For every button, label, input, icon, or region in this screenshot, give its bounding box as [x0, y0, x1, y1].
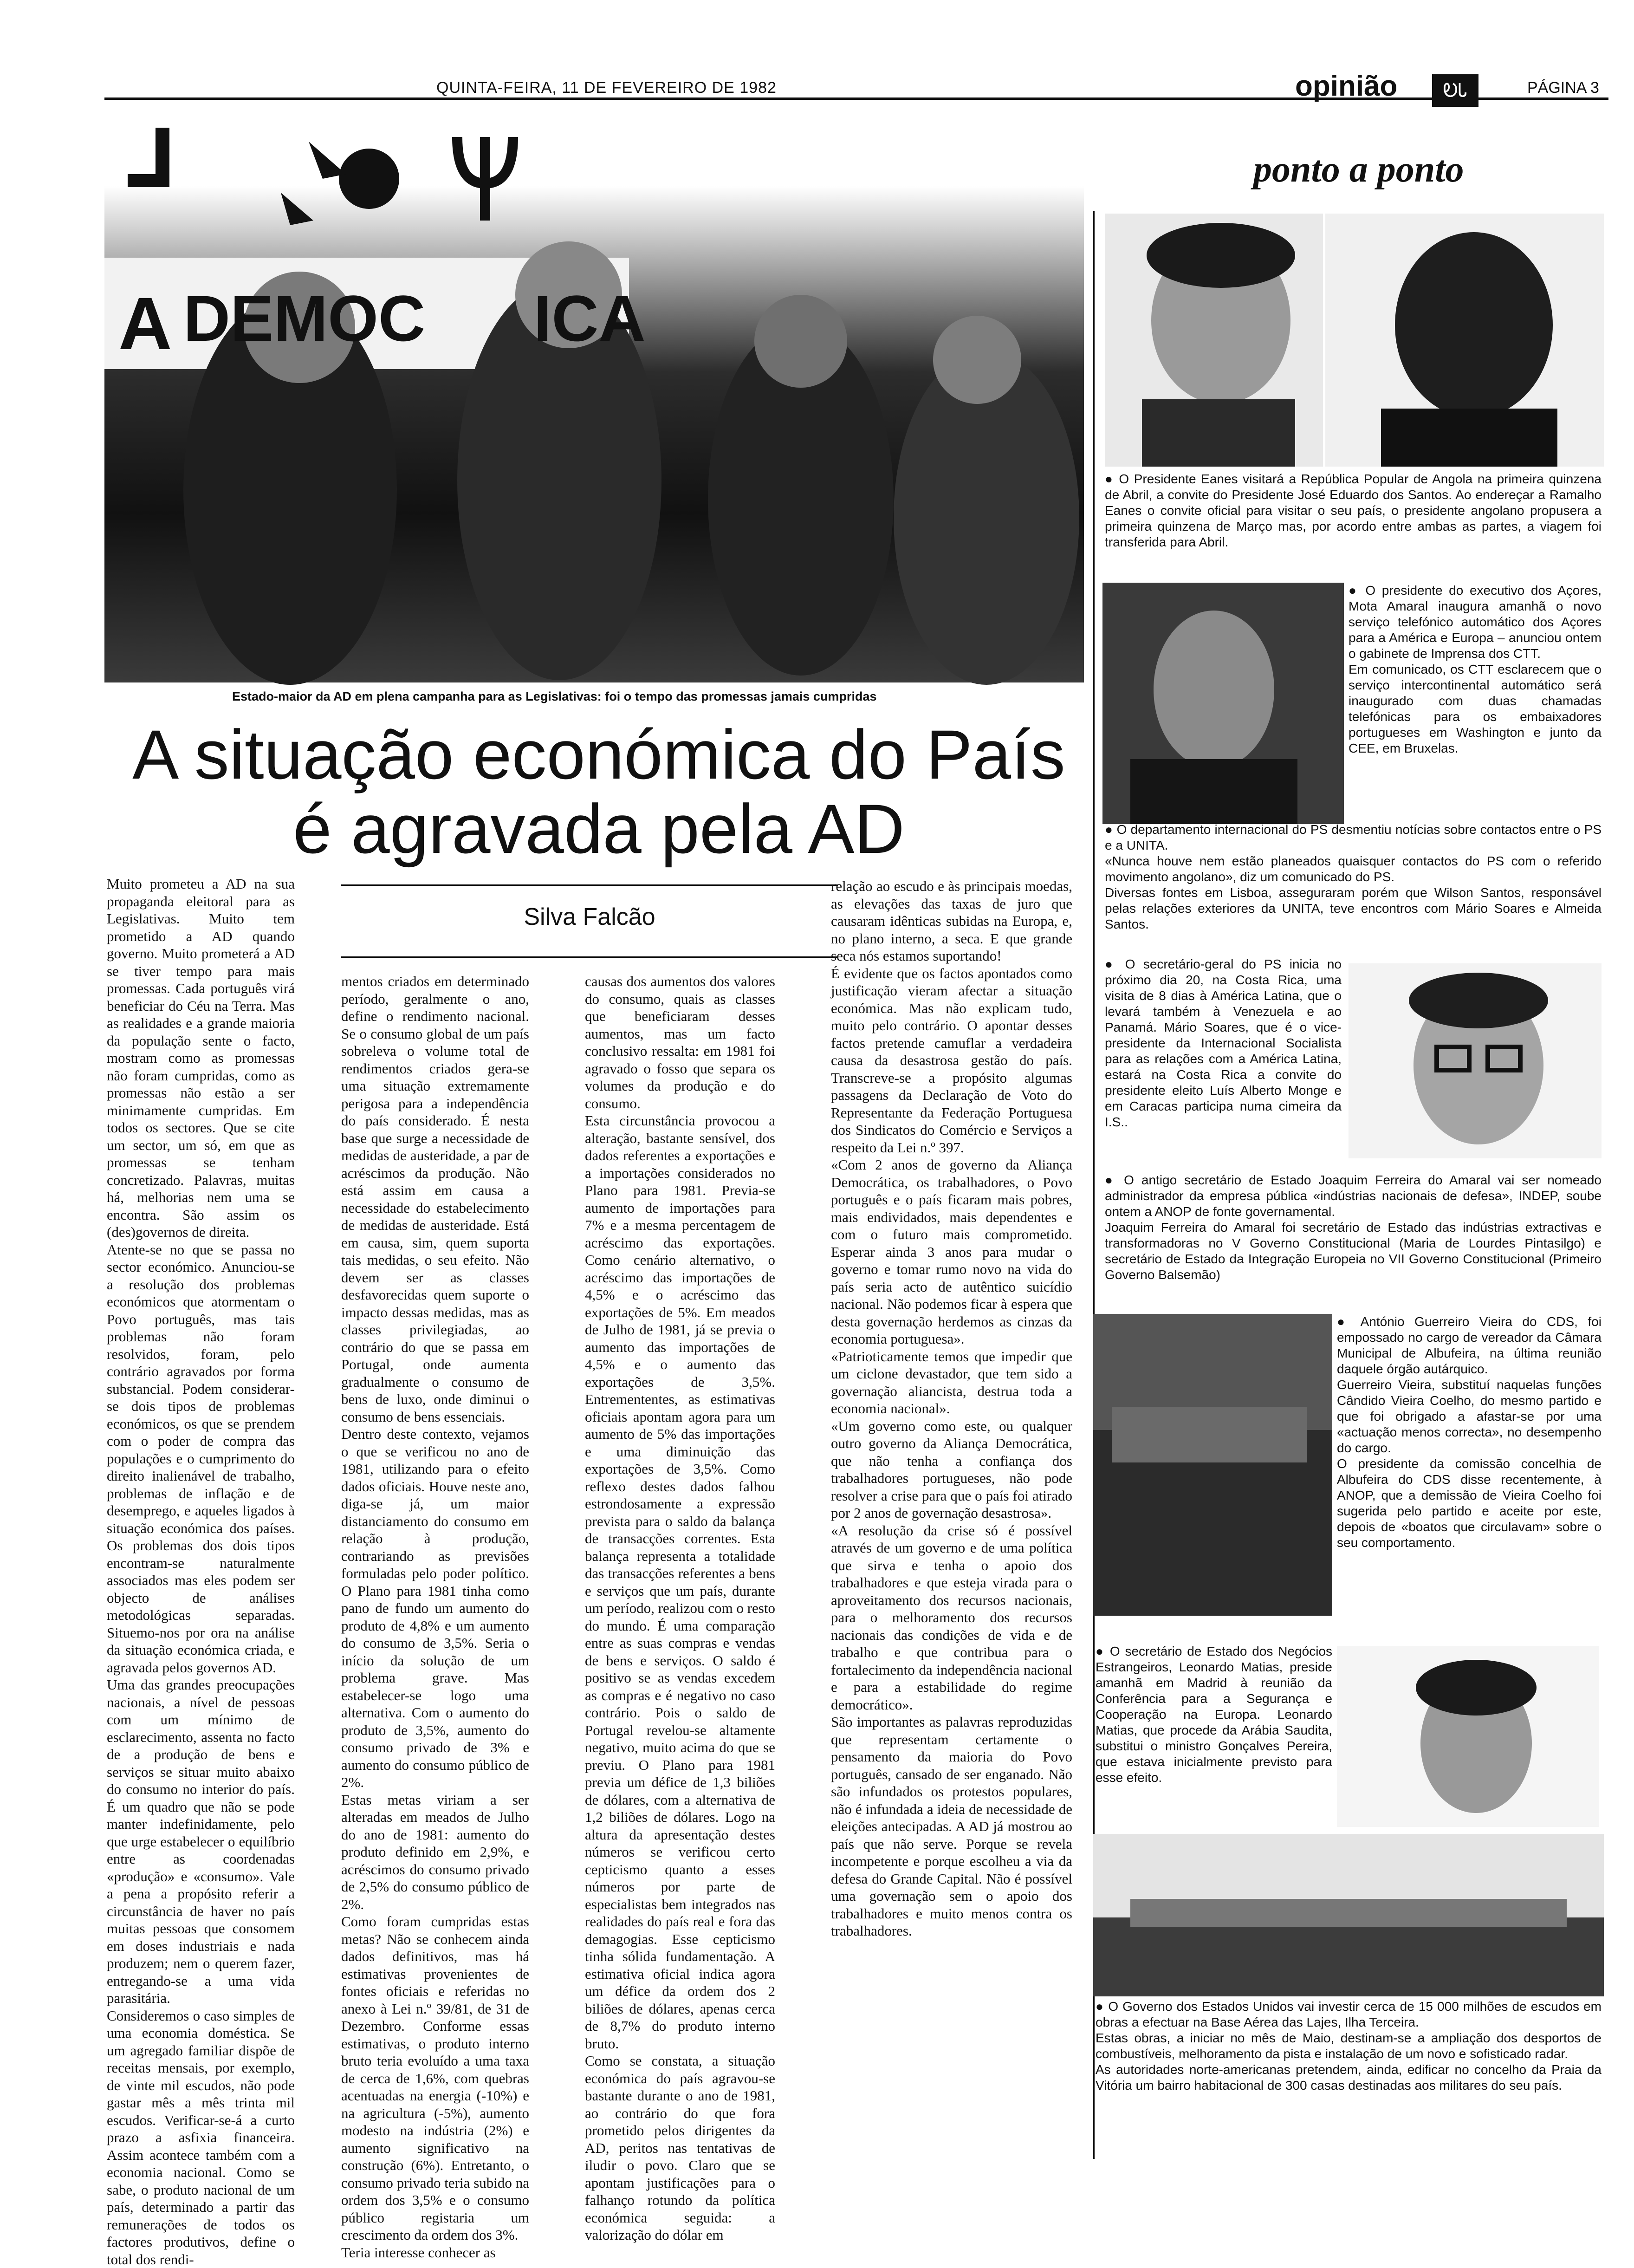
portrait-leonardo-matias — [1337, 1646, 1599, 1827]
head-3 — [754, 295, 847, 388]
photo-albufeira-graphic — [1093, 1314, 1332, 1616]
portrait-dos-santos — [1325, 214, 1604, 467]
photo-lajes-ground — [1093, 1917, 1604, 1996]
brief-ps-unita: ● O departamento internacional do PS desmentiu notícias sobre contactos entre o PS e a UNITA. «Nunca houve nem estão planeados quaisquer contactos do PS com o referido movimento angolano», diz um comunicado do PS. Diversas fontes em Lisboa, asseguraram porém que Wilson Santos, responsável pelas relações exteriores da UNITA, teve encontros com Mário Soares e Almeida Santos. — [1105, 822, 1602, 931]
page-number: PÁGINA 3 — [1527, 79, 1599, 97]
portrait-mario-soares-graphic — [1349, 963, 1602, 1158]
brief-soares-latin-america: ● O secretário-geral do PS inicia no próximo dia 20, na Costa Rica, uma visita de 8 dias à América Latina, que o levará também à Venezuela e ao Panamá. Mário Soares, que é o vice-presidente da Internacional Socialista para as relações com a América Latina, estará na Costa Rica a convite do presidente eleito Luís Alberto Monge e em Caracas participa numa cimeira da I.S.. — [1105, 957, 1342, 1129]
head-4 — [933, 316, 1021, 404]
photo-albufeira — [1093, 1314, 1332, 1616]
logo-ball — [339, 149, 399, 209]
portrait-mario-soares-hair — [1409, 973, 1548, 1028]
photo-albufeira-buildings — [1112, 1407, 1307, 1462]
bullet-icon: ● — [1105, 1173, 1124, 1187]
issue-date: QUINTA-FEIRA, 11 DE FEVEREIRO DE 1982 — [436, 79, 777, 97]
portrait-mota-amaral-suit — [1130, 759, 1297, 824]
brief-eanes-visit: ● O Presidente Eanes visitará a República Popular de Angola na primeira quinzena de Abril, a convite do Presidente José Eduardo dos Santos. Ao endereçar a Ramalho Eanes o convite oficial para visitar o seu país, o presidente angolano propusera a primeira quinzena de Março mas, por acordo entre ambas as partes, a viagem foi transferida para Abril. — [1105, 472, 1602, 549]
headline-line-1: A situação económica do País — [132, 715, 1065, 793]
article-column-1: Muito prometeu a AD na sua propaganda eleitoral para as Legislativas. Muito tem prometido a AD quando governo. Muito prometerá a AD se tiver tempo para mais promessas. Cada português virá beneficiar do Céu na Terra. Mas as realidades e a grande maioria da população sente o facto, mostram como as promessas não foram cumpridas, como as promessas não estão a ser minimamente cumpridas. Em todos os sectores. Que se cite um sector, um só, em que as promessas se tenham concretizado. Palavras, muitas há, melhorias nem uma se encontra. São assim os (des)governos de direita. Atente-se no que se passa no sector económico. Anunciou-se a resolução dos problemas económicos que atormentam o Povo português, mas tais problemas não foram resolvidos, foram, pelo contrário agravados por forma substancial. Podem considerar-se dois tipos de problemas económicos, os que se prendem com o poder de compra das populações e o cumprimento do direito inalienável de trabalho, problemas de inflação e de desemprego, e aqueles ligados à situação económica dos países. Os problemas dos dois tipos encontram-se naturalmente associados mas eles podem ser objecto de análises metodológicas separadas. Situemo-nos por ora na análise da situação económica criada, e agravada pelos governos AD. Uma das grandes preocupações nacionais, a nível de pessoas com um mínimo de esclarecimento, assenta no facto de a produção de bens e serviços se situar muito abaixo do consumo no interior do país. É um quadro que não se pode manter indefinidamente, pelo que urge estabelecer o equilíbrio entre as coordenadas «produção» e «consumo». Vale a pena a propósito referir a circunstância de haver no país muitas pessoas que consomem em doses industriais e nada produzem; nem o querem fazer, entregando-se a uma vida parasitária. Consideremos o caso simples de uma economia doméstica. Se um agregado familiar dispõe de receitas mensais, por exemplo, de vinte mil escudos, não pode gastar mês a mês trinta mil escudos. Verificar-se-á a curto prazo a asfixia financeira. Assim acontece também com a economia nacional. Como se sabe, o produto nacional de um país, determinado a partir das remunerações de todos os factores produtivos, define o total dos rendi- — [107, 876, 295, 2268]
brief-lajes-base: ● O Governo dos Estados Unidos vai investir cerca de 15 000 milhões de escudos em obras a efectuar na Base Aérea das Lajes, Ilha Terceira. Estas obras, a iniciar no mês de Maio, destinam-se a ampliação dos desportos de combustíveis, melhoramento da pista e instalação de um novo e sofisticado radar. As autoridades norte-americanas pretendem, ainda, edificar no concelho da Praia da Vitória um bairro habitacional de 300 casas destinadas aos militares do seu país. — [1096, 1999, 1602, 2093]
portrait-leonardo-matias-hair — [1416, 1660, 1537, 1716]
byline-rule-bottom — [341, 956, 838, 958]
portrait-eanes-suit — [1142, 399, 1295, 467]
article-column-4: relação ao escudo e às principais moedas, as elevações das taxas de juro que causaram idênticas subidas na Europa, e, no plano interno, a seca. E que grande seca nós estamos suportando! É evidente que os factos apontados como justificação vieram afectar a situação económica. Mas não explicam tudo, muito pelo contrário. O apontar desses factos pretende camuflar a verdadeira causa da desastrosa gestão do país. Transcreve-se a propósito algumas passagens da Declaração de Voto do Representante da Federação Portuguesa dos Sindicatos do Comércio e Serviços a respeito da Lei n.º 397. «Com 2 anos de governo da Aliança Democrática, os trabalhadores, o Povo português e o país ficaram mais pobres, mais endividados, mais dependentes e com o futuro mais comprometido. Esperar ainda 3 anos para mudar o governo e tomar rumo novo na vida do país seria acto de autêntico suicídio nacional. Não podemos ficar à espera que desta governação herdemos as cinzas da economia portuguesa». «Patrioticamente temos que impedir que um ciclone devastador, que tem sido a governação aliancista, destrua toda a economia nacional». «Um governo como este, ou qualquer outro governo da Aliança Democrática, que não tenha a confiança dos trabalhadores portugueses, não pode resolver a crise para que o país foi atirado por 2 anos de governação desastrosa». «A resolução da crise só é possível através de um governo e de uma política que sirva e tenha o apoio dos trabalhadores e que esteja virada para o aproveitamento dos recursos nacionais, para o melhoramento dos recursos nacionais das condições de vida e de trabalho e que contribua para o fortalecimento da independência nacional e para a estabilidade do regime democrático». São importantes as palavras reproduzidas que representam certamente o pensamento da maioria do Povo português, cansado de ser enganado. Não são infundados os protestos populares, não é infundada a ideia de necessidade de eleições antecipadas. A AD já mostrou ao país que não serve. Porque se revela incompetente e porque escolheu a via da defesa do Grande Capital. Não é possível uma governação sem o apoio dos trabalhadores e muito menos contra os trabalhadores. — [831, 878, 1072, 1939]
photo-lajes-hangars — [1130, 1899, 1567, 1927]
portrait-mota-amaral — [1102, 583, 1344, 824]
photo-lajes-graphic — [1093, 1834, 1604, 1996]
portrait-mota-amaral-graphic — [1102, 583, 1344, 824]
portrait-dos-santos-suit — [1381, 409, 1557, 467]
logo-hook-base — [128, 174, 169, 187]
logo-arrow-2 — [281, 193, 313, 225]
main-photo-caption: Estado-maior da AD em plena campanha para as Legislativas: foi o tempo das promessas jamais cumpridas — [232, 689, 877, 703]
article-column-2: mentos criados em determinado período, geralmente o ano, define o rendimento nacional. Se o consumo global de um país sobreleva o volume total de rendimentos criados gera-se uma situação extremamente perigosa para a independência do país considerado. É nesta base que surge a necessidade de medidas de austeridade, a par de acréscimos da produção. Não está assim em causa a necessidade do estabelecimento de medidas de austeridade. Está em causa, sim, quem suporta tais medidas, o seu efeito. Não devem ser as classes desfavorecidas quem suporte o impacto dessas medidas, mas as classes privilegiadas, ao contrário do que se passa em Portugal, onde aumenta gradualmente o consumo de bens de luxo, onde diminui o consumo de bens essenciais. Dentro deste contexto, vejamos o que se verificou no ano de 1981, utilizando para o efeito dados oficiais. Houve neste ano, diga-se já, um maior distanciamento do consumo em relação à produção, contrariando as previsões formuladas pelo poder político. O Plano para 1981 tinha como pano de fundo um aumento do produto de 4,8% e um aumento do consumo de 3,5%. Seria o início da solução de um problema grave. Mas estabelecer-se logo uma alternativa. Com o aumento do produto de 3,5%, aumento do consumo privado de 3% e aumento do consumo público de 2%. Estas metas viriam a ser alteradas em meados de Julho do ano de 1981: aumento do produto definido em 2,9%, e acréscimos do consumo privado de 2,5% do consumo público de 2%. Como foram cumpridas estas metas? Não se conhecem ainda dados definitivos, mas há estimativas provenientes de fontes oficiais e referidas no anexo à Lei n.º 39/81, de 31 de Dezembro. Conforme essas estimativas, o produto interno bruto teria evoluído a uma taxa de cerca de 1,6%, com quebras acentuadas na energia (-10%) e na agricultura (-5%), aumento modesto na indústria (2%) e aumento significativo na construção (6%). Entretanto, o consumo privado teria subido na ordem dos 3,5% e o consumo público registaria um crescimento da ordem dos 3%. Teria interesse conhecer as — [341, 973, 529, 2261]
logo-arrow-1 — [309, 142, 346, 179]
section-label: opinião — [1295, 70, 1398, 102]
byline-rule-top — [341, 884, 838, 886]
bullet-icon: ● — [1105, 472, 1119, 486]
banner-left-letter: A — [118, 282, 172, 365]
portrait-eanes — [1105, 214, 1323, 467]
portrait-mota-amaral-face — [1154, 611, 1274, 768]
headline-line-2: é agravada pela AD — [293, 790, 905, 868]
bullet-icon: ● — [1105, 957, 1125, 971]
photo-lajes-base — [1093, 1834, 1604, 1996]
portrait-eanes-hair — [1147, 223, 1295, 288]
bullet-icon: ● — [1105, 822, 1117, 837]
banner-text: DEMOC ICA — [183, 282, 646, 355]
portrait-mario-soares — [1349, 963, 1602, 1158]
portrait-dos-santos-graphic — [1325, 214, 1604, 467]
brief-ferreira-do-amaral: ● O antigo secretário de Estado Joaquim Ferreira do Amaral vai ser nomeado administrador da empresa pública «indústrias nacionais de defesa», INDEP, soube ontem a ANOP de fonte governamental. Joaquim Ferreira do Amaral foi secretário de Estado das indústrias extractivas e transformadoras no V Governo Constitucional (Maria de Lourdes Pintasilgo) e secretário de Estado da Integração Europeia no VII Governo Constitucional (Primeiro Governo Balsemão) — [1105, 1173, 1602, 1282]
column-title: ponto a ponto — [1253, 149, 1464, 190]
portrait-eanes-graphic — [1105, 214, 1323, 467]
bullet-icon: ● — [1096, 1644, 1110, 1658]
byline: Silva Falcão — [524, 903, 655, 930]
logo-trident — [457, 137, 513, 221]
bullet-icon: ● — [1337, 1314, 1361, 1329]
article-column-3: causas dos aumentos dos valores do consumo, quais as classes que beneficiaram desses aumentos, mas um facto conclusivo ressalta: em 1981 foi agravado o fosso que separa os volumes da produção e do consumo. Esta circunstância provocou a alteração, bastante sensível, dos dados referentes a exportações e a importações considerados no Plano para 1981. Previa-se aumento de importações para 7% e a mesma percentagem de acréscimo das exportações. Como cenário alternativo, o acréscimo das importações de 4,5% e o acréscimo das exportações de 5%. Em meados de Julho de 1981, já se previa o aumento das importações de 4,5% e o aumento das exportações de 3,5%. Entremententes, as estimativas oficiais apontam agora para um aumento de 5% das importações e uma diminuição das exportações de 3,5%. Como reflexo destes dados falhou estrondosamente a expressão prevista para o saldo da balança de transacções correntes. Esta balança representa a totalidade das transacções referentes a bens e serviços que um país, durante um período, realizou com o resto do mundo. É uma comparação entre as suas compras e vendas de bens e serviços. O saldo é positivo se as vendas excedem as compras e é negativo no caso contrário. Pois o saldo de Portugal revelou-se altamente negativo, muito acima do que se previu. O Plano para 1981 previa um défice de 1,3 biliões de dólares, com a alternativa de 1,2 biliões de dólares. Logo na altura da apresentação destes números se verificou certo cepticismo quanto a esses números por parte de especialistas bem integrados nas realidades do país real e fora das demagogias. Esse cepticismo tinha sólida fundamentação. A estimativa oficial indica agora um défice da ordem dos 2 biliões de dólares, apenas cerca de 8,7% do produto interno bruto. Como se constata, a situação económica do país agravou-se bastante durante o ano de 1981, ao contrário do que fora prometido pelos dirigentes da AD, peritos nas tentativas de iludir o povo. Claro que se apontam justificações para o falhanço rotundo da política económica seguida: a valorização do dólar em — [585, 973, 775, 2243]
portrait-dos-santos-face — [1395, 232, 1553, 418]
bullet-icon: ● — [1349, 583, 1366, 598]
brief-azores-telephone: ● O presidente do executivo dos Açores, Mota Amaral inaugura amanhã o novo serviço telefónico automático dos Açores para a América e Europa – anunciou ontem o gabinete de Imprensa dos CTT. Em comunicado, os CTT esclarecem que o serviço intercontinental automático será inaugurado com duas chamadas telefónicas para os embaixadores portugueses em Washington e junto da CEE, em Bruxelas. — [1349, 583, 1602, 755]
brief-leonardo-matias: ● O secretário de Estado dos Negócios Estrangeiros, Leonardo Matias, preside amanhã em Madrid à reunião da Conferência para a Segurança e Cooperação na Europa. Leonardo Matias, que procede da Arábia Saudita, substitui o ministro Gonçalves Pereira, que estava inicialmente previsto para esse efeito. — [1096, 1644, 1332, 1785]
brief-albufeira-cds: ● António Guerreiro Vieira do CDS, foi empossado no cargo de vereador da Câmara Municipal de Albufeira, na última reunião daquele órgão autárquico. Guerreiro Vieira, substituí naquelas funções Cândido Vieira Coelho, do mesmo partido e que foi obrigado a afastar-se por uma «actuação menos correcta», no desempenho do cargo. O presidente da comissão concelhia de Albufeira do CDS disse recentemente, à ANOP, que a demissão de Vieira Coelho foi sugerida pelo partido e aceite por este, depois de «boatos que circulavam» sobre o seu comportamento. — [1337, 1314, 1602, 1550]
bullet-icon: ● — [1096, 1999, 1109, 2014]
portrait-leonardo-matias-graphic — [1337, 1646, 1599, 1827]
section-logo-icon: ᎧᏓ — [1432, 74, 1478, 107]
main-photo — [104, 118, 1084, 682]
main-photo-graphic — [104, 118, 1084, 682]
